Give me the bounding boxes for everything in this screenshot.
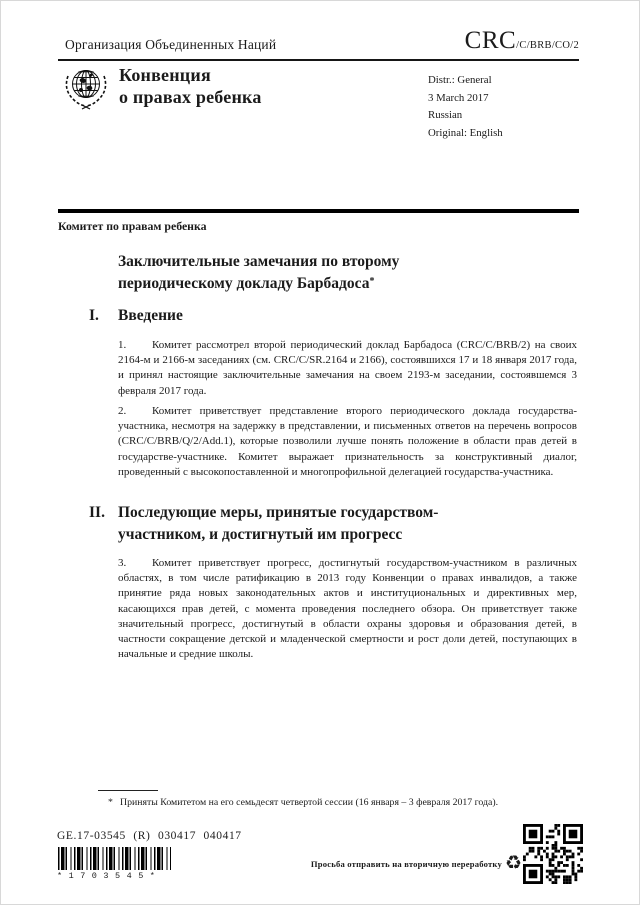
treaty-title-line2: о правах ребенка (119, 87, 262, 107)
language-line: Russian (428, 109, 463, 121)
paragraph-text: Комитет рассмотрел второй периодический доклад Барбадоса (CRC/C/BRB/2) на своих 2164-м и 2166-м заседаниях (см. CRC/C/SR.2164 и 2166), состоявшихся 17 и 18 января 2017 года, и принял настоящие заключительные замечания на своем 2193-м заседании, состоявшемся 3 февраля 2017 года. (118, 339, 577, 397)
recycle-text: Просьба отправить на вторичную переработку (310, 858, 502, 869)
paragraph-3 (118, 556, 577, 662)
recycle-icon: ♻ (504, 852, 522, 874)
recycle-notice (250, 854, 522, 873)
paragraph-text: Комитет приветствует прогресс, достигнутый государством-участником в различных областях, в том числе ратификацию в 2013 году Конвенции о правах инвалидов, а также принятие ряда новых законодательных актов и институциональных и директивных мер, касающихся прав детей, с момента проведения последнего обзора. Он приветствует также значительный прогресс, достигнутый в области охраны здоровья и образования детей, в частности сокращение детской и младенческой смертности и рост доли детей, поступающих в начальные и средние школы. (118, 557, 577, 661)
doc-symbol-suffix: /C/BRB/CO/2 (516, 40, 579, 51)
paragraph-text: Комитет приветствует представление второго периодического доклада государства-участника, несмотря на задержку в представлении, и письменных ответов на перечень вопросов (CRC/C/BRB/Q/2/Add.1), которые позволили лучше понять положение в области прав детей в государстве-участнике. Комитет выражает признательность за конструктивный диалог, проведенный с высокопоставленной и многопрофильной делегацией государства-участника. (118, 405, 577, 478)
paragraph-number: 3. (118, 557, 127, 569)
doc-symbol (58, 27, 579, 55)
distribution-block (428, 72, 503, 142)
paragraph-1 (118, 338, 577, 399)
document-title-line1: Заключительные замечания по второму (118, 253, 400, 270)
barcode (58, 847, 171, 870)
section-heading-text: Введение (118, 307, 183, 324)
doc-symbol-main: CRC (464, 27, 517, 54)
section-heading-text: Последующие меры, принятые государством-участником, и достигнутый им прогресс (118, 504, 439, 543)
section-numeral: II. (89, 504, 105, 521)
footnote-text: Приняты Комитетом на его семьдесят четвертой сессии (16 января – 3 февраля 2017 года). (120, 797, 499, 808)
paragraph-number: 2. (118, 405, 127, 417)
distr-line: Distr.: General (428, 74, 492, 86)
section-heading-introduction (89, 305, 538, 327)
header-rule (58, 59, 579, 61)
paragraph-2 (118, 404, 577, 480)
committee-name: Комитет по правам ребенка (58, 219, 207, 233)
treaty-title (119, 64, 262, 108)
treaty-title-line1: Конвенция (119, 65, 211, 85)
section-heading-follow-up (89, 502, 520, 545)
qr-code (523, 824, 583, 884)
original-line: Original: English (428, 126, 503, 139)
footnote-rule (98, 790, 158, 791)
ge-number: GE.17-03545 (R) 030417 040417 (57, 830, 242, 842)
document-title-line2: периодическому докладу Барбадоса* (118, 275, 375, 292)
title-footnote-marker: * (369, 276, 375, 287)
un-emblem-icon (60, 62, 112, 120)
barcode-digits: *1703545* (57, 871, 162, 881)
footnote-marker: * (108, 797, 113, 808)
date-line: 3 March 2017 (428, 91, 489, 104)
paragraph-number: 1. (118, 339, 127, 351)
section-numeral: I. (89, 307, 99, 324)
footnote (108, 796, 510, 810)
org-name: Организация Объединенных Наций (65, 37, 277, 52)
document-title (118, 252, 488, 294)
section-divider-rule (58, 209, 579, 213)
